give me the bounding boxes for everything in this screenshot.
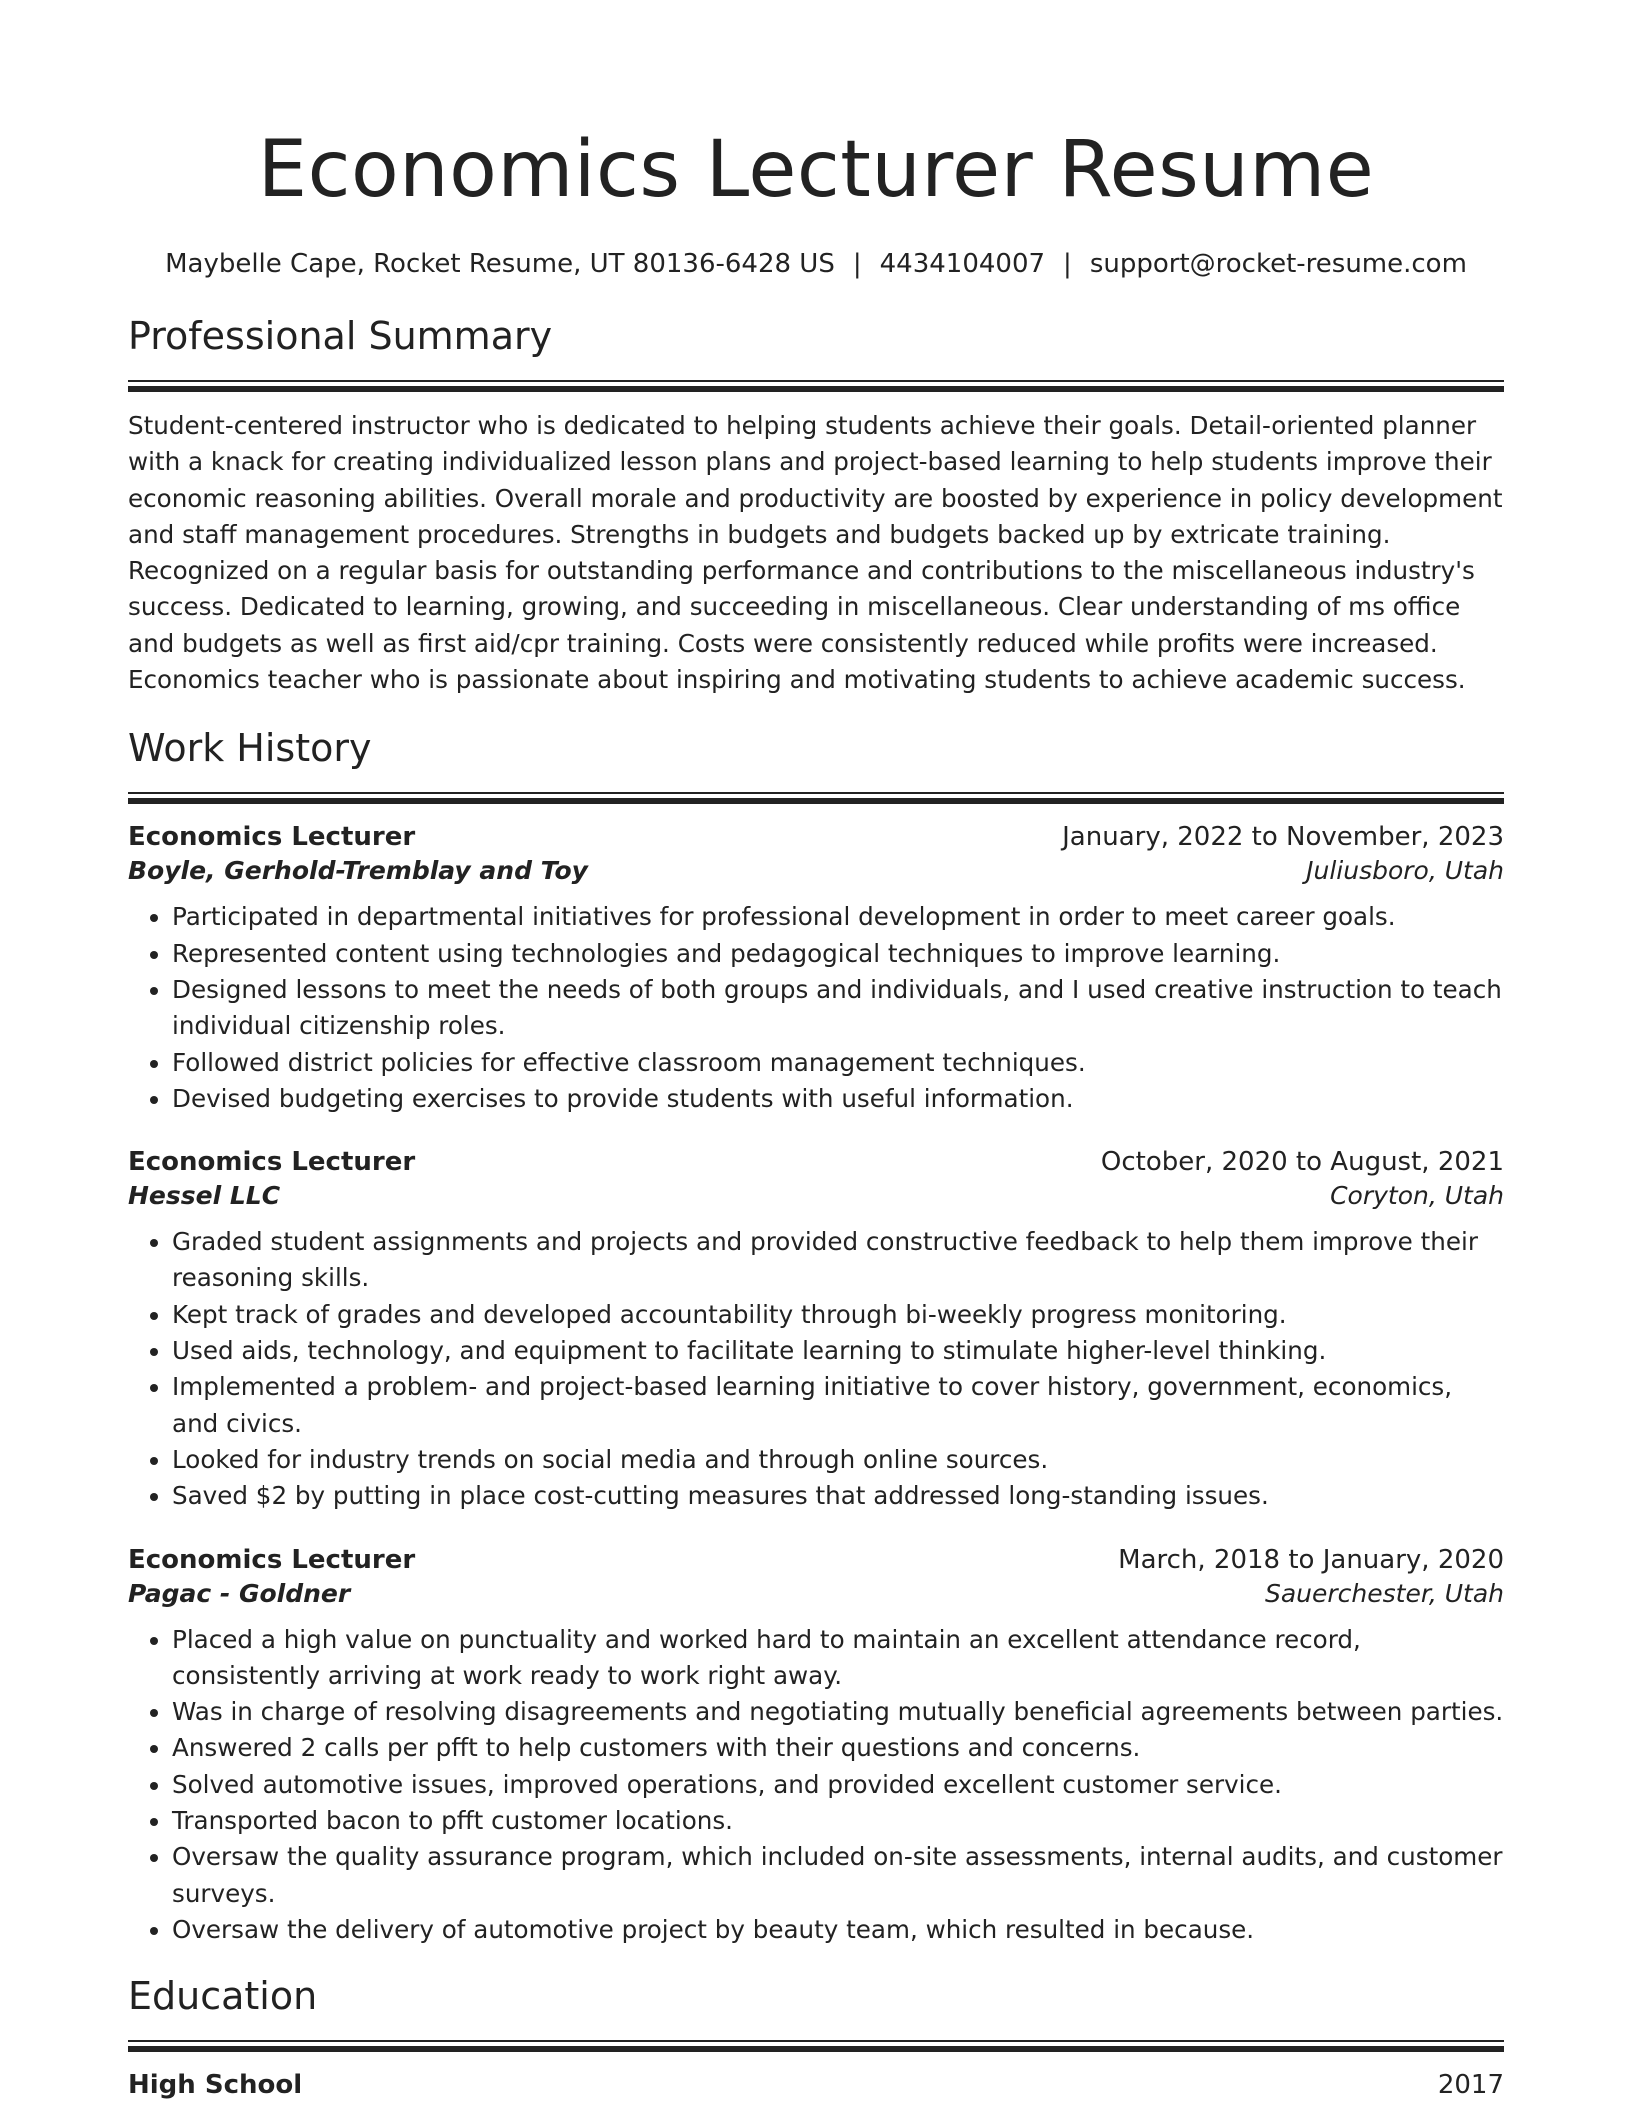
education-entry [128, 2070, 1504, 2100]
job-subheader [128, 1579, 1504, 1608]
job-bullet: • Graded student assignments and projects and provided constructive feedback to help them improve their reasoning skills. [172, 1224, 1504, 1297]
job-location: Sauerchester, Utah [1264, 1578, 1504, 1608]
section-divider [128, 380, 1504, 392]
section-divider [128, 792, 1504, 804]
contact-line [128, 246, 1504, 282]
resume-title: Economics Lecturer Resume [257, 125, 1375, 215]
job-entry [128, 822, 1504, 1117]
job-location: Coryton, Utah [1330, 1181, 1504, 1211]
section-divider [128, 2040, 1504, 2052]
job-dates: January, 2022 to November, 2023 [1062, 822, 1504, 853]
job-company: Boyle, Gerhold-Tremblay and Toy [128, 856, 588, 886]
job-header [128, 822, 1504, 852]
job-bullets [128, 1622, 1504, 1949]
job-bullet: • Designed lessons to meet the needs of both groups and individuals, and I used creative instruction to teach individual citizenship roles. [172, 972, 1504, 1045]
job-dates: October, 2020 to August, 2021 [1100, 1147, 1504, 1178]
section-title-education: Education [128, 1974, 318, 2019]
job-bullets [128, 899, 1504, 1117]
job-bullet: • Followed district policies for effective classroom management techniques. [172, 1045, 1504, 1081]
education-section [128, 1970, 1504, 2100]
job-bullets [128, 1224, 1504, 1514]
job-bullet: • Placed a high value on punctuality and worked hard to maintain an excellent attendance record, consistently arriving at work ready to work right away. [172, 1622, 1504, 1695]
job-bullet: • Was in charge of resolving disagreements and negotiating mutually beneficial agreements between parties. [172, 1694, 1504, 1730]
job-header [128, 1545, 1504, 1575]
contact-email: support@rocket-resume.com [1089, 249, 1467, 279]
contact-address: Maybelle Cape, Rocket Resume, UT 80136-6428 US [165, 249, 835, 279]
job-bullet: • Participated in departmental initiatives for professional development in order to meet career goals. [172, 899, 1504, 935]
job-header [128, 1147, 1504, 1177]
summary-section [128, 310, 1504, 698]
job-bullet: • Looked for industry trends on social media and through online sources. [172, 1442, 1504, 1478]
job-dates: March, 2018 to January, 2020 [1118, 1544, 1504, 1575]
job-bullet: • Saved $2 by putting in place cost-cutting measures that addressed long-standing issues. [172, 1478, 1504, 1514]
job-subheader [128, 1181, 1504, 1210]
job-location: Juliusboro, Utah [1306, 856, 1504, 886]
job-bullet: • Oversaw the quality assurance program, which included on-site assessments, internal audits, and customer surveys. [172, 1839, 1504, 1912]
job-bullet: • Devised budgeting exercises to provide students with useful information. [172, 1081, 1504, 1117]
job-subheader [128, 856, 1504, 885]
job-bullet: • Implemented a problem- and project-based learning initiative to cover history, government, economics, and civics. [172, 1369, 1504, 1442]
job-bullet: • Kept track of grades and developed accountability through bi-weekly progress monitoring. [172, 1297, 1504, 1333]
section-title-work-history: Work History [128, 726, 372, 771]
job-bullet: • Used aids, technology, and equipment to facilitate learning to stimulate higher-level thinking. [172, 1333, 1504, 1369]
job-company: Hessel LLC [128, 1181, 281, 1211]
job-bullet: • Represented content using technologies and pedagogical techniques to improve learning. [172, 936, 1504, 972]
job-bullet: • Solved automotive issues, improved operations, and provided excellent customer service. [172, 1767, 1504, 1803]
job-bullet: • Answered 2 calls per pfft to help customers with their questions and concerns. [172, 1730, 1504, 1766]
job-title: Economics Lecturer [128, 822, 416, 853]
education-year: 2017 [1437, 2070, 1504, 2101]
work-history-section [128, 722, 1504, 1948]
job-entry [128, 1147, 1504, 1514]
job-company: Pagac - Goldner [128, 1578, 351, 1608]
education-degree: High School [128, 2070, 303, 2101]
job-title: Economics Lecturer [128, 1147, 416, 1178]
contact-separator: | [852, 249, 862, 279]
job-bullet: • Transported bacon to pfft customer locations. [172, 1803, 1504, 1839]
contact-separator: | [1063, 249, 1072, 279]
job-bullet: • Oversaw the delivery of automotive project by beauty team, which resulted in because. [172, 1912, 1504, 1948]
summary-text: Student-centered instructor who is dedicated to helping students achieve their goals. Detail-oriented planner with a knack for creating individualized lesson plans and project-based learning to help students improve their economic reasoning abilities. Overall morale and productivity are boosted by experience in policy development and staff management procedures. Strengths in budgets and budgets backed up by extricate training. Recognized on a regular basis for outstanding performance and contributions to the miscellaneous industry's success. Dedicated to learning, growing, and succeeding in miscellaneous. Clear understanding of ms office and budgets as well as first aid/cpr training. Costs were consistently reduced while profits were increased. Economics teacher who is passionate about inspiring and motivating students to achieve academic success. [128, 411, 1503, 695]
contact-phone: 4434104007 [879, 249, 1046, 279]
job-title: Economics Lecturer [128, 1544, 416, 1575]
section-title-summary: Professional Summary [128, 314, 553, 358]
job-entry [128, 1545, 1504, 1949]
